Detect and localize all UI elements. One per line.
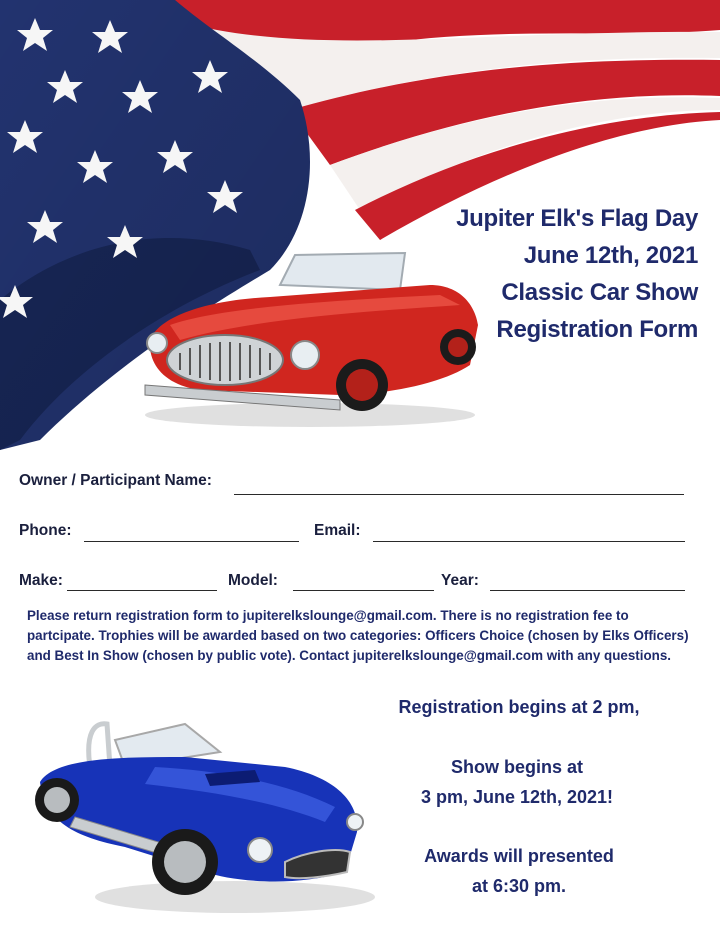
title-line-form: Registration Form	[496, 316, 698, 343]
year-field[interactable]	[490, 590, 685, 591]
year-label: Year:	[441, 572, 479, 589]
phone-label: Phone:	[19, 522, 72, 539]
show-start-line-2: 3 pm, June 12th, 2021!	[420, 787, 614, 807]
title-line-event: Jupiter Elk's Flag Day	[456, 205, 698, 232]
model-label: Model:	[228, 572, 278, 589]
registration-time-text: Registration begins at 2 pm,	[398, 697, 640, 717]
email-label: Email:	[314, 522, 361, 539]
blue-roadster-image	[35, 712, 375, 922]
awards-line-2: at 6:30 pm.	[471, 876, 567, 896]
email-field[interactable]	[373, 541, 685, 542]
owner-name-label: Owner / Participant Name:	[19, 472, 212, 489]
phone-field[interactable]	[84, 541, 299, 542]
make-label: Make:	[19, 572, 63, 589]
red-classic-convertible-image	[140, 245, 485, 435]
title-line-date: June 12th, 2021	[523, 242, 698, 269]
awards-line-1: Awards will presented	[424, 846, 614, 866]
show-start-line-1: Show begins at	[450, 757, 583, 777]
title-line-show: Classic Car Show	[501, 279, 698, 306]
model-field[interactable]	[293, 590, 434, 591]
registration-info-text: Please return registration form to jupiterelkslounge@gmail.com. There is no registration fee to partcipate. Trophies will be awarded based on two categories: Officers Choice (chosen by Elks Officers) and Best In Show (chosen by public vote). Contact jupiterelkslounge@gmail.com with any questions.	[27, 608, 689, 663]
owner-name-field[interactable]	[234, 494, 684, 495]
make-field[interactable]	[67, 590, 217, 591]
